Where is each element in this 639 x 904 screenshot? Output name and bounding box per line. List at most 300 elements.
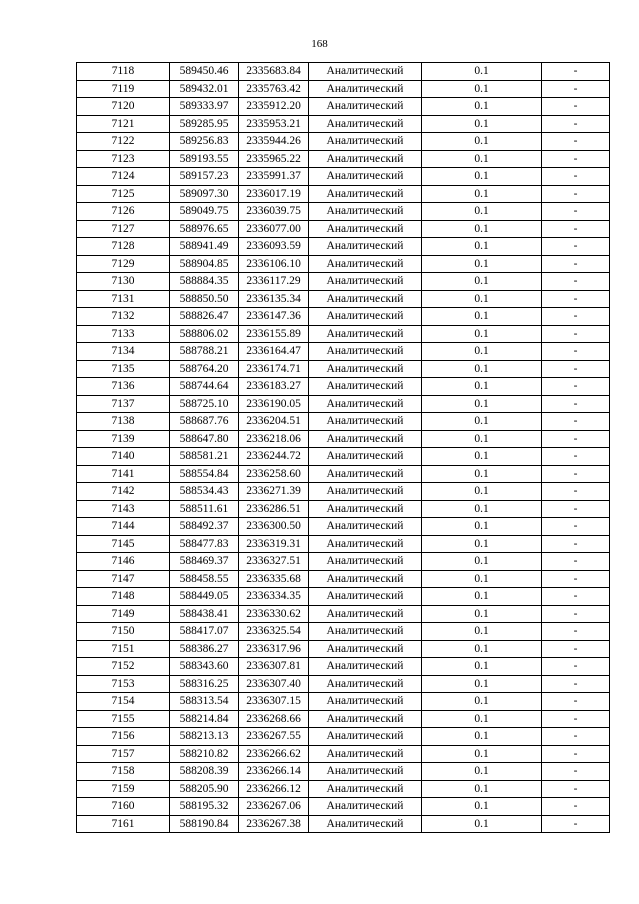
note-cell: - — [542, 343, 610, 361]
method-cell: Аналитический — [309, 448, 422, 466]
x-coordinate-cell: 588904.85 — [170, 255, 239, 273]
x-coordinate-cell: 588788.21 — [170, 343, 239, 361]
x-coordinate-cell: 588534.43 — [170, 483, 239, 501]
table-row — [77, 570, 610, 588]
x-coordinate-cell: 589049.75 — [170, 203, 239, 221]
point-number-cell: 7123 — [77, 150, 170, 168]
y-coordinate-cell: 2336039.75 — [239, 203, 309, 221]
note-cell: - — [542, 63, 610, 81]
x-coordinate-cell: 588725.10 — [170, 395, 239, 413]
accuracy-cell: 0.1 — [422, 325, 542, 343]
y-coordinate-cell: 2336266.14 — [239, 763, 309, 781]
table-row — [77, 500, 610, 518]
x-coordinate-cell: 588190.84 — [170, 815, 239, 833]
note-cell: - — [542, 413, 610, 431]
table-row — [77, 360, 610, 378]
x-coordinate-cell: 588458.55 — [170, 570, 239, 588]
accuracy-cell: 0.1 — [422, 553, 542, 571]
accuracy-cell: 0.1 — [422, 448, 542, 466]
note-cell: - — [542, 745, 610, 763]
point-number-cell: 7144 — [77, 518, 170, 536]
y-coordinate-cell: 2336147.36 — [239, 308, 309, 326]
note-cell: - — [542, 430, 610, 448]
x-coordinate-cell: 588806.02 — [170, 325, 239, 343]
note-cell: - — [542, 570, 610, 588]
method-cell: Аналитический — [309, 570, 422, 588]
note-cell: - — [542, 115, 610, 133]
table-row — [77, 605, 610, 623]
table-row — [77, 325, 610, 343]
point-number-cell: 7143 — [77, 500, 170, 518]
y-coordinate-cell: 2336218.06 — [239, 430, 309, 448]
method-cell: Аналитический — [309, 150, 422, 168]
point-number-cell: 7128 — [77, 238, 170, 256]
method-cell: Аналитический — [309, 815, 422, 833]
note-cell: - — [542, 640, 610, 658]
table-row — [77, 98, 610, 116]
method-cell: Аналитический — [309, 273, 422, 291]
x-coordinate-cell: 589097.30 — [170, 185, 239, 203]
note-cell: - — [542, 273, 610, 291]
point-number-cell: 7118 — [77, 63, 170, 81]
note-cell: - — [542, 553, 610, 571]
method-cell: Аналитический — [309, 185, 422, 203]
method-cell: Аналитический — [309, 798, 422, 816]
method-cell: Аналитический — [309, 63, 422, 81]
method-cell: Аналитический — [309, 728, 422, 746]
method-cell: Аналитический — [309, 780, 422, 798]
x-coordinate-cell: 588417.07 — [170, 623, 239, 641]
x-coordinate-cell: 589432.01 — [170, 80, 239, 98]
y-coordinate-cell: 2335944.26 — [239, 133, 309, 151]
accuracy-cell: 0.1 — [422, 220, 542, 238]
y-coordinate-cell: 2336300.50 — [239, 518, 309, 536]
note-cell: - — [542, 483, 610, 501]
point-number-cell: 7152 — [77, 658, 170, 676]
x-coordinate-cell: 588208.39 — [170, 763, 239, 781]
method-cell: Аналитический — [309, 658, 422, 676]
note-cell: - — [542, 448, 610, 466]
x-coordinate-cell: 589157.23 — [170, 168, 239, 186]
method-cell: Аналитический — [309, 483, 422, 501]
x-coordinate-cell: 588492.37 — [170, 518, 239, 536]
y-coordinate-cell: 2336183.27 — [239, 378, 309, 396]
y-coordinate-cell: 2336190.05 — [239, 395, 309, 413]
note-cell: - — [542, 780, 610, 798]
table-row — [77, 518, 610, 536]
method-cell: Аналитический — [309, 693, 422, 711]
note-cell: - — [542, 185, 610, 203]
y-coordinate-cell: 2336077.00 — [239, 220, 309, 238]
point-number-cell: 7131 — [77, 290, 170, 308]
method-cell: Аналитический — [309, 168, 422, 186]
method-cell: Аналитический — [309, 395, 422, 413]
note-cell: - — [542, 80, 610, 98]
table-row — [77, 448, 610, 466]
method-cell: Аналитический — [309, 360, 422, 378]
note-cell: - — [542, 290, 610, 308]
y-coordinate-cell: 2336155.89 — [239, 325, 309, 343]
point-number-cell: 7138 — [77, 413, 170, 431]
accuracy-cell: 0.1 — [422, 465, 542, 483]
point-number-cell: 7137 — [77, 395, 170, 413]
point-number-cell: 7158 — [77, 763, 170, 781]
accuracy-cell: 0.1 — [422, 675, 542, 693]
accuracy-cell: 0.1 — [422, 80, 542, 98]
x-coordinate-cell: 588343.60 — [170, 658, 239, 676]
table-row — [77, 273, 610, 291]
table-row — [77, 168, 610, 186]
x-coordinate-cell: 588477.83 — [170, 535, 239, 553]
table-row — [77, 308, 610, 326]
note-cell: - — [542, 360, 610, 378]
method-cell: Аналитический — [309, 553, 422, 571]
note-cell: - — [542, 133, 610, 151]
x-coordinate-cell: 588386.27 — [170, 640, 239, 658]
note-cell: - — [542, 168, 610, 186]
x-coordinate-cell: 588205.90 — [170, 780, 239, 798]
point-number-cell: 7156 — [77, 728, 170, 746]
point-number-cell: 7124 — [77, 168, 170, 186]
x-coordinate-cell: 588438.41 — [170, 605, 239, 623]
accuracy-cell: 0.1 — [422, 588, 542, 606]
accuracy-cell: 0.1 — [422, 710, 542, 728]
x-coordinate-cell: 588647.80 — [170, 430, 239, 448]
point-number-cell: 7154 — [77, 693, 170, 711]
method-cell: Аналитический — [309, 430, 422, 448]
accuracy-cell: 0.1 — [422, 378, 542, 396]
accuracy-cell: 0.1 — [422, 308, 542, 326]
point-number-cell: 7147 — [77, 570, 170, 588]
table-row — [77, 693, 610, 711]
point-number-cell: 7142 — [77, 483, 170, 501]
point-number-cell: 7153 — [77, 675, 170, 693]
accuracy-cell: 0.1 — [422, 430, 542, 448]
y-coordinate-cell: 2336106.10 — [239, 255, 309, 273]
method-cell: Аналитический — [309, 203, 422, 221]
note-cell: - — [542, 623, 610, 641]
note-cell: - — [542, 518, 610, 536]
method-cell: Аналитический — [309, 133, 422, 151]
table-row — [77, 413, 610, 431]
x-coordinate-cell: 588744.64 — [170, 378, 239, 396]
y-coordinate-cell: 2336327.51 — [239, 553, 309, 571]
point-number-cell: 7122 — [77, 133, 170, 151]
method-cell: Аналитический — [309, 255, 422, 273]
table-row — [77, 115, 610, 133]
y-coordinate-cell: 2336307.15 — [239, 693, 309, 711]
point-number-cell: 7126 — [77, 203, 170, 221]
point-number-cell: 7141 — [77, 465, 170, 483]
method-cell: Аналитический — [309, 675, 422, 693]
note-cell: - — [542, 675, 610, 693]
coordinates-table-body — [77, 63, 610, 833]
y-coordinate-cell: 2335683.84 — [239, 63, 309, 81]
point-number-cell: 7127 — [77, 220, 170, 238]
method-cell: Аналитический — [309, 308, 422, 326]
method-cell: Аналитический — [309, 763, 422, 781]
coordinates-table — [76, 62, 610, 833]
table-row — [77, 465, 610, 483]
point-number-cell: 7120 — [77, 98, 170, 116]
x-coordinate-cell: 589450.46 — [170, 63, 239, 81]
note-cell: - — [542, 465, 610, 483]
accuracy-cell: 0.1 — [422, 185, 542, 203]
accuracy-cell: 0.1 — [422, 238, 542, 256]
point-number-cell: 7132 — [77, 308, 170, 326]
accuracy-cell: 0.1 — [422, 763, 542, 781]
table-row — [77, 675, 610, 693]
accuracy-cell: 0.1 — [422, 150, 542, 168]
x-coordinate-cell: 588764.20 — [170, 360, 239, 378]
table-row — [77, 658, 610, 676]
method-cell: Аналитический — [309, 588, 422, 606]
table-row — [77, 710, 610, 728]
y-coordinate-cell: 2336286.51 — [239, 500, 309, 518]
table-row — [77, 430, 610, 448]
table-row — [77, 395, 610, 413]
accuracy-cell: 0.1 — [422, 815, 542, 833]
y-coordinate-cell: 2336307.40 — [239, 675, 309, 693]
accuracy-cell: 0.1 — [422, 623, 542, 641]
point-number-cell: 7133 — [77, 325, 170, 343]
method-cell: Аналитический — [309, 500, 422, 518]
accuracy-cell: 0.1 — [422, 203, 542, 221]
y-coordinate-cell: 2336325.54 — [239, 623, 309, 641]
accuracy-cell: 0.1 — [422, 728, 542, 746]
note-cell: - — [542, 220, 610, 238]
method-cell: Аналитический — [309, 413, 422, 431]
y-coordinate-cell: 2336334.35 — [239, 588, 309, 606]
accuracy-cell: 0.1 — [422, 255, 542, 273]
y-coordinate-cell: 2335991.37 — [239, 168, 309, 186]
table-row — [77, 640, 610, 658]
note-cell: - — [542, 798, 610, 816]
table-row — [77, 623, 610, 641]
method-cell: Аналитический — [309, 745, 422, 763]
method-cell: Аналитический — [309, 605, 422, 623]
note-cell: - — [542, 98, 610, 116]
table-row — [77, 763, 610, 781]
note-cell: - — [542, 308, 610, 326]
table-row — [77, 535, 610, 553]
table-row — [77, 185, 610, 203]
method-cell: Аналитический — [309, 535, 422, 553]
method-cell: Аналитический — [309, 623, 422, 641]
accuracy-cell: 0.1 — [422, 535, 542, 553]
accuracy-cell: 0.1 — [422, 115, 542, 133]
accuracy-cell: 0.1 — [422, 780, 542, 798]
table-row — [77, 133, 610, 151]
point-number-cell: 7121 — [77, 115, 170, 133]
note-cell: - — [542, 325, 610, 343]
method-cell: Аналитический — [309, 325, 422, 343]
method-cell: Аналитический — [309, 98, 422, 116]
table-row — [77, 290, 610, 308]
y-coordinate-cell: 2336266.12 — [239, 780, 309, 798]
point-number-cell: 7149 — [77, 605, 170, 623]
accuracy-cell: 0.1 — [422, 360, 542, 378]
method-cell: Аналитический — [309, 518, 422, 536]
note-cell: - — [542, 395, 610, 413]
x-coordinate-cell: 588581.21 — [170, 448, 239, 466]
point-number-cell: 7161 — [77, 815, 170, 833]
x-coordinate-cell: 588511.61 — [170, 500, 239, 518]
accuracy-cell: 0.1 — [422, 98, 542, 116]
point-number-cell: 7146 — [77, 553, 170, 571]
note-cell: - — [542, 255, 610, 273]
table-row — [77, 378, 610, 396]
x-coordinate-cell: 589285.95 — [170, 115, 239, 133]
point-number-cell: 7160 — [77, 798, 170, 816]
y-coordinate-cell: 2336093.59 — [239, 238, 309, 256]
table-row — [77, 728, 610, 746]
note-cell: - — [542, 500, 610, 518]
note-cell: - — [542, 150, 610, 168]
point-number-cell: 7136 — [77, 378, 170, 396]
y-coordinate-cell: 2336258.60 — [239, 465, 309, 483]
point-number-cell: 7130 — [77, 273, 170, 291]
accuracy-cell: 0.1 — [422, 290, 542, 308]
x-coordinate-cell: 588976.65 — [170, 220, 239, 238]
accuracy-cell: 0.1 — [422, 745, 542, 763]
table-row — [77, 780, 610, 798]
point-number-cell: 7155 — [77, 710, 170, 728]
method-cell: Аналитический — [309, 290, 422, 308]
accuracy-cell: 0.1 — [422, 658, 542, 676]
method-cell: Аналитический — [309, 710, 422, 728]
note-cell: - — [542, 693, 610, 711]
note-cell: - — [542, 535, 610, 553]
point-number-cell: 7148 — [77, 588, 170, 606]
x-coordinate-cell: 588850.50 — [170, 290, 239, 308]
accuracy-cell: 0.1 — [422, 168, 542, 186]
accuracy-cell: 0.1 — [422, 343, 542, 361]
method-cell: Аналитический — [309, 80, 422, 98]
note-cell: - — [542, 588, 610, 606]
table-row — [77, 220, 610, 238]
x-coordinate-cell: 588554.84 — [170, 465, 239, 483]
accuracy-cell: 0.1 — [422, 133, 542, 151]
table-row — [77, 745, 610, 763]
page-number: 168 — [311, 38, 328, 50]
y-coordinate-cell: 2336135.34 — [239, 290, 309, 308]
accuracy-cell: 0.1 — [422, 273, 542, 291]
method-cell: Аналитический — [309, 115, 422, 133]
x-coordinate-cell: 589333.97 — [170, 98, 239, 116]
point-number-cell: 7139 — [77, 430, 170, 448]
method-cell: Аналитический — [309, 238, 422, 256]
note-cell: - — [542, 815, 610, 833]
x-coordinate-cell: 588195.32 — [170, 798, 239, 816]
y-coordinate-cell: 2336017.19 — [239, 185, 309, 203]
point-number-cell: 7135 — [77, 360, 170, 378]
table-row — [77, 553, 610, 571]
accuracy-cell: 0.1 — [422, 483, 542, 501]
x-coordinate-cell: 588884.35 — [170, 273, 239, 291]
y-coordinate-cell: 2336268.66 — [239, 710, 309, 728]
point-number-cell: 7150 — [77, 623, 170, 641]
table-row — [77, 238, 610, 256]
y-coordinate-cell: 2336164.47 — [239, 343, 309, 361]
accuracy-cell: 0.1 — [422, 395, 542, 413]
y-coordinate-cell: 2336267.38 — [239, 815, 309, 833]
y-coordinate-cell: 2335763.42 — [239, 80, 309, 98]
x-coordinate-cell: 588214.84 — [170, 710, 239, 728]
x-coordinate-cell: 588316.25 — [170, 675, 239, 693]
x-coordinate-cell: 588687.76 — [170, 413, 239, 431]
y-coordinate-cell: 2336204.51 — [239, 413, 309, 431]
method-cell: Аналитический — [309, 343, 422, 361]
point-number-cell: 7159 — [77, 780, 170, 798]
table-row — [77, 343, 610, 361]
accuracy-cell: 0.1 — [422, 500, 542, 518]
y-coordinate-cell: 2336307.81 — [239, 658, 309, 676]
y-coordinate-cell: 2336271.39 — [239, 483, 309, 501]
method-cell: Аналитический — [309, 220, 422, 238]
accuracy-cell: 0.1 — [422, 413, 542, 431]
y-coordinate-cell: 2335953.21 — [239, 115, 309, 133]
note-cell: - — [542, 605, 610, 623]
accuracy-cell: 0.1 — [422, 570, 542, 588]
point-number-cell: 7157 — [77, 745, 170, 763]
accuracy-cell: 0.1 — [422, 693, 542, 711]
point-number-cell: 7129 — [77, 255, 170, 273]
y-coordinate-cell: 2336335.68 — [239, 570, 309, 588]
accuracy-cell: 0.1 — [422, 798, 542, 816]
point-number-cell: 7140 — [77, 448, 170, 466]
y-coordinate-cell: 2336319.31 — [239, 535, 309, 553]
point-number-cell: 7134 — [77, 343, 170, 361]
accuracy-cell: 0.1 — [422, 640, 542, 658]
y-coordinate-cell: 2336317.96 — [239, 640, 309, 658]
x-coordinate-cell: 588941.49 — [170, 238, 239, 256]
y-coordinate-cell: 2335965.22 — [239, 150, 309, 168]
x-coordinate-cell: 588213.13 — [170, 728, 239, 746]
table-row — [77, 203, 610, 221]
point-number-cell: 7119 — [77, 80, 170, 98]
y-coordinate-cell: 2336267.55 — [239, 728, 309, 746]
table-row — [77, 255, 610, 273]
accuracy-cell: 0.1 — [422, 605, 542, 623]
x-coordinate-cell: 589193.55 — [170, 150, 239, 168]
y-coordinate-cell: 2336330.62 — [239, 605, 309, 623]
y-coordinate-cell: 2336244.72 — [239, 448, 309, 466]
method-cell: Аналитический — [309, 640, 422, 658]
note-cell: - — [542, 658, 610, 676]
method-cell: Аналитический — [309, 378, 422, 396]
table-row — [77, 63, 610, 81]
y-coordinate-cell: 2336117.29 — [239, 273, 309, 291]
note-cell: - — [542, 238, 610, 256]
x-coordinate-cell: 588313.54 — [170, 693, 239, 711]
y-coordinate-cell: 2336266.62 — [239, 745, 309, 763]
table-row — [77, 588, 610, 606]
method-cell: Аналитический — [309, 465, 422, 483]
table-row — [77, 483, 610, 501]
y-coordinate-cell: 2335912.20 — [239, 98, 309, 116]
note-cell: - — [542, 378, 610, 396]
x-coordinate-cell: 589256.83 — [170, 133, 239, 151]
x-coordinate-cell: 588826.47 — [170, 308, 239, 326]
x-coordinate-cell: 588210.82 — [170, 745, 239, 763]
y-coordinate-cell: 2336174.71 — [239, 360, 309, 378]
accuracy-cell: 0.1 — [422, 63, 542, 81]
accuracy-cell: 0.1 — [422, 518, 542, 536]
note-cell: - — [542, 763, 610, 781]
note-cell: - — [542, 728, 610, 746]
table-row — [77, 798, 610, 816]
